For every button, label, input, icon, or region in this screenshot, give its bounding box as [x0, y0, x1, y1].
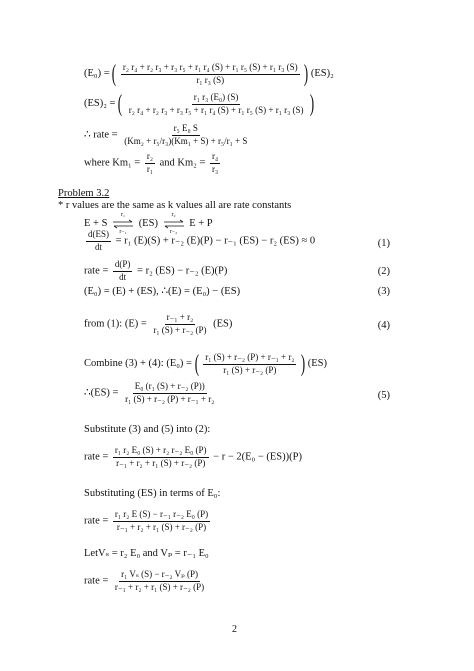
numerator: E₀ (r₁ (S) + r₋₂ (P)) [133, 382, 207, 394]
numerator: r₄ [210, 152, 220, 164]
eq-rhs: (ES) [307, 358, 327, 370]
fraction [113, 510, 210, 533]
paren-left: ( [194, 351, 199, 377]
denominator: dt [119, 271, 127, 282]
equilibrium-arrow-icon [112, 219, 134, 229]
arrow-label-top: r₂ [171, 212, 176, 218]
reactants: E + S [84, 217, 108, 229]
eq-rate-expression [84, 124, 251, 147]
text-let: LetVₛ = r₂ E₀ and Vₚ = r₋₁ E₀ [84, 548, 209, 559]
equilibrium-arrow-icon [163, 219, 185, 229]
fraction [151, 313, 208, 336]
denominator: r₃ [212, 163, 219, 174]
fraction [145, 152, 155, 175]
eq-rhs: = r₁ (E)(S) + r₋₂ (E)(P) − r₋₁ (ES) − r₂ (ES) ≈ 0 [115, 235, 316, 247]
numerator: r₂ [145, 152, 155, 164]
denominator: r₂ r₄ + r₂ r₃ + r₃ r₅ + r₁ r₄ (S) + r₁ r₅ (S) + r₁ r₃ (S) [128, 104, 304, 115]
eq-lhs: from (1): (E) = [84, 318, 147, 330]
equation-1 [84, 230, 315, 253]
equation-2 [84, 260, 227, 283]
denominator: r₁ [146, 163, 153, 174]
eq-es2-expression [84, 92, 314, 116]
equation-5 [84, 382, 218, 405]
text-substitute: Substitute (3) and (5) into (2): [84, 424, 211, 435]
equation-number: (5) [377, 390, 390, 401]
eq-lhs: rate = [84, 515, 109, 527]
eq-rhs: (ES) [213, 318, 233, 330]
equation-rate-1 [84, 446, 302, 469]
paren-right: ) [309, 91, 315, 117]
numerator: r₋₁ + r₂ [165, 313, 196, 325]
paren-right: ) [304, 61, 309, 87]
eq-rhs: (ES)₂ [310, 68, 334, 80]
numerator: r₁ r₃ (E₀) (S) [192, 93, 241, 105]
denominator: r₁ (S) + r₋₂ (P) + r₋₁ + r₂ [125, 393, 215, 404]
denominator: r₋₁ + r₂ + r₁ (S) + r₋₂ (P) [116, 457, 206, 468]
fraction [113, 446, 209, 469]
denominator: r₋₁ + r₂ + r₁ (S) + r₋₂ (P) [114, 581, 205, 592]
products: E + P [189, 217, 213, 229]
numerator: r₁ Vₛ (S) − r₋₂ Vₚ (P) [119, 570, 200, 582]
denominator: r₁ (S) + r₋₂ (P) [153, 324, 207, 335]
fraction [123, 382, 216, 405]
eq-rhs: − r − 2(E₀ − (ES))(P) [213, 451, 302, 463]
eq-lhs: ∴ rate = [84, 129, 118, 141]
eq-lhs: rate = [84, 451, 109, 463]
numerator: r₁ (S) + r₋₂ (P) + r₋₁ + r₂ [203, 353, 296, 365]
equation-number: (4) [377, 320, 390, 331]
arrow-label-top: r₁ [121, 212, 126, 218]
denominator: r₋₁ + r₂ + r₁ (S) + r₋₂ (P) [116, 521, 207, 532]
equation-number: (2) [377, 266, 390, 277]
arrow-label-bottom: r₋₁ [119, 228, 127, 235]
fraction [122, 124, 249, 147]
km2-label: and Km₂ = [159, 157, 206, 169]
fraction [203, 353, 296, 376]
denominator: (Km₂ + r₅/r₃)(Km₁ + S) + r₅/r₁ + S [124, 135, 248, 146]
paren-left: ( [117, 91, 123, 117]
numerator: r₁ r₂ E₀ (S) + r₂ r₋₂ E₀ (P) [113, 446, 209, 458]
denominator: r₁ r₃ (S) [196, 74, 225, 85]
eq-lhs: rate = [84, 265, 109, 277]
eq-lhs: ∴(ES) = [84, 387, 119, 399]
complex: (ES) [138, 217, 158, 229]
equation-number: (3) [377, 286, 390, 297]
problem-title: Problem 3.2 [58, 188, 110, 199]
denominator: r₁ (S) + r₋₂ (P) [223, 364, 277, 375]
equation-3: (E₀) = (E) + (ES), ∴(E) = (E₀) − (ES) [84, 286, 241, 297]
numerator: r₂ r₄ + r₂ r₃ + r₃ r₅ + r₁ r₄ (S) + r₁ r₅ (S) + r₁ r₃ (S) [121, 63, 300, 75]
paren-left: ( [112, 61, 117, 87]
fraction [121, 63, 300, 86]
equation-number: (1) [377, 238, 390, 249]
fraction [113, 570, 206, 593]
equation-4 [84, 313, 232, 336]
eq-rhs: = r₂ (ES) − r₋₂ (E)(P) [137, 265, 228, 277]
paren-right: ) [300, 351, 306, 377]
text-substituting: Substituting (ES) in terms of E₀: [84, 488, 221, 499]
fraction [210, 152, 220, 175]
eq-e0-expression [84, 62, 334, 86]
numerator: d(ES) [86, 230, 111, 242]
page-number: 2 [232, 624, 237, 635]
km1-label: where Km₁ = [84, 157, 141, 169]
eq-lhs: (ES)₂ = [84, 98, 116, 110]
problem-note: * r values are the same as k values all are rate constants [58, 200, 292, 211]
numerator: d(P) [113, 260, 133, 272]
eq-lhs: Combine (3) + (4): (E₀) = [84, 358, 192, 370]
fraction [86, 230, 111, 253]
eq-lhs: rate = [84, 575, 109, 587]
equation-rate-2 [84, 510, 212, 533]
eq-km-definition [84, 152, 222, 175]
fraction [113, 260, 133, 283]
numerator: r₅ E₀ S [172, 124, 200, 136]
denominator: dt [94, 241, 102, 252]
eq-lhs: (E₀) = [84, 68, 110, 80]
numerator: r₁ r₂ E (S) − r₋₁ r₋₂ E₀ (P) [113, 510, 210, 522]
fraction [127, 93, 306, 116]
equation-combine [84, 352, 327, 376]
equation-rate-3 [84, 570, 208, 593]
arrow-label-bottom: r₋₂ [169, 228, 178, 235]
